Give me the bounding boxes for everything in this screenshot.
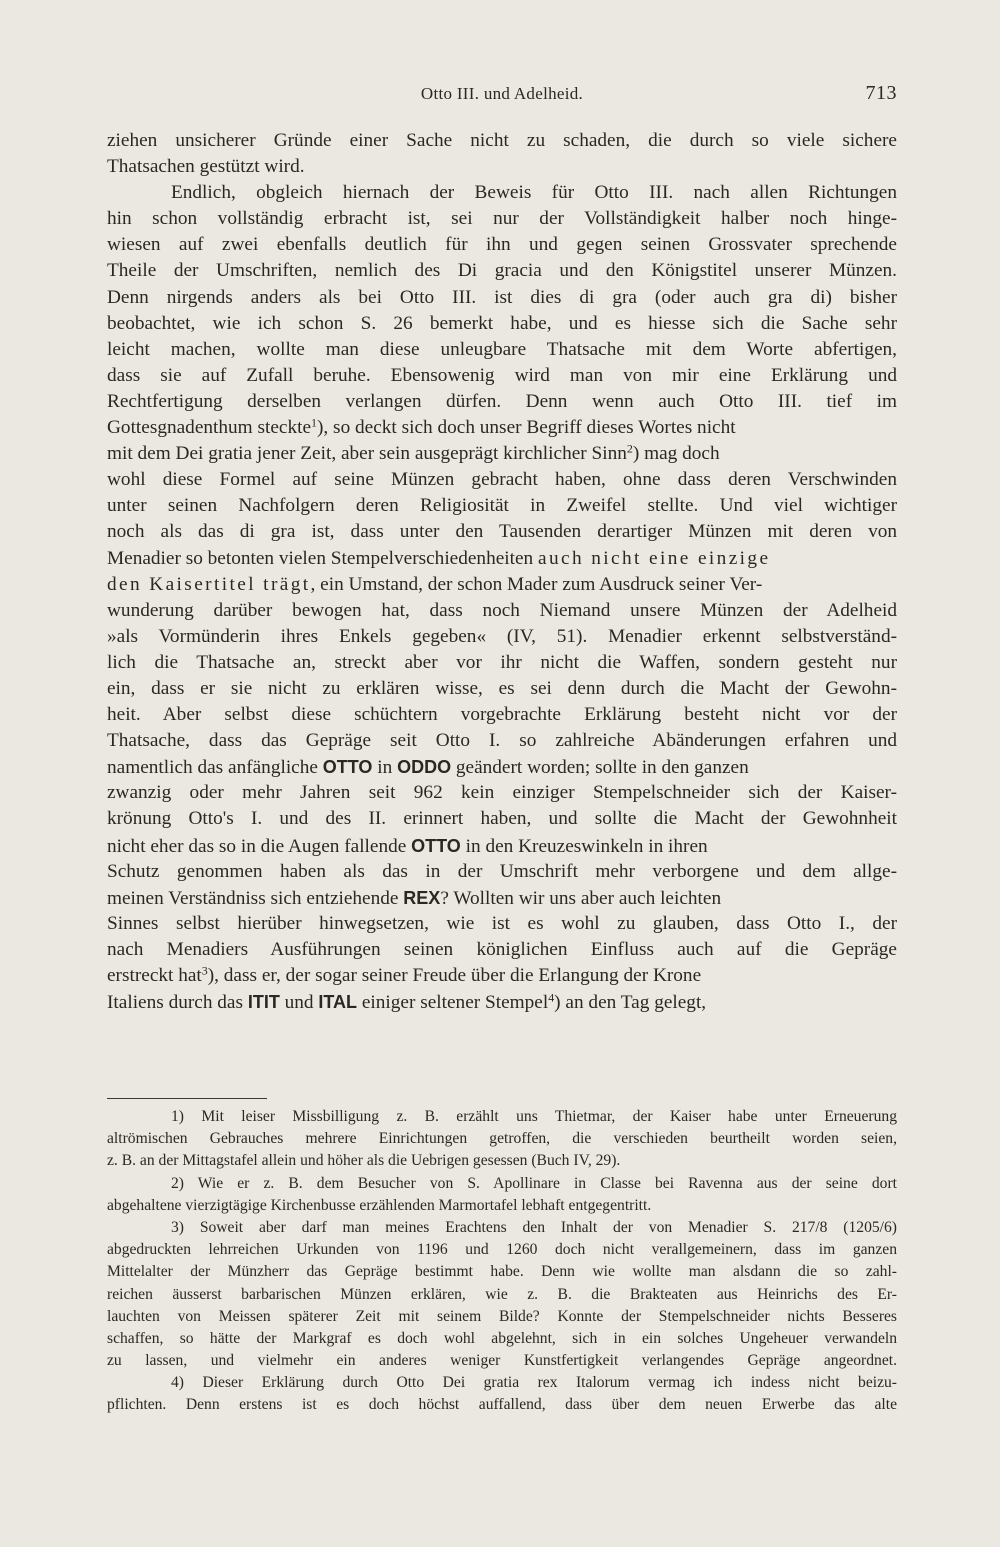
text-line: wunderung darüber bewogen hat, dass noch Niemand unsere Münzen der Adelheid bbox=[107, 599, 897, 621]
text-line: Thatsachen gestützt wird. bbox=[107, 156, 305, 178]
coin-legend: OTTO bbox=[411, 835, 461, 856]
text-line: dass sie auf Zufall beruhe. Ebensowenig wird man von mir eine Erklärung und bbox=[107, 364, 897, 386]
text-line: wiesen auf zwei ebenfalls deutlich für ihn und gegen seinen Grossvater sprechende bbox=[107, 234, 897, 256]
line-text: ? Wollten wir uns aber auch leichten bbox=[440, 887, 722, 909]
text-line: Denn nirgends anders als bei Otto III. ist dies di gra (oder auch gra di) bisher bbox=[107, 286, 897, 308]
main-text bbox=[107, 128, 897, 1015]
footnote-line: schaffen, so hätte der Markgraf es doch wohl abgelehnt, sich in ein solches Ungeheuer verwandeln bbox=[107, 1329, 897, 1347]
footnote-line: lauchten von Meissen späterer Zeit mit seinem Bilde? Konnte der Stempelschneider nichts Besseres bbox=[107, 1307, 897, 1325]
text-line: leicht machen, wollte man diese unleugbare Thatsache mit dem Worte abfertigen, bbox=[107, 338, 897, 360]
text-line: lich die Thatsache an, streckt aber vor ihr nicht die Waffen, sondern gesteht nur bbox=[107, 651, 897, 673]
coin-legend: ODDO bbox=[397, 757, 452, 778]
footnote-line: 4) Dieser Erklärung durch Otto Dei gratia rex Italorum vermag ich indess nicht beizu- bbox=[171, 1374, 897, 1392]
text-line: »als Vormünderin ihres Enkels gegeben« (IV, 51). Menadier erkennt selbstverständ- bbox=[107, 625, 897, 647]
line-text: erstreckt hat bbox=[107, 965, 202, 986]
text-line: krönung Otto's I. und des II. erinnert haben, und sollte die Macht der Gewohnheit bbox=[107, 808, 897, 830]
footnote-ref: 3 bbox=[201, 963, 208, 978]
text-line: Schutz genommen haben als das in der Umschrift mehr verborgene und dem allge- bbox=[107, 860, 897, 882]
line-text: , ein Umstand, der schon Mader zum Ausdruck seiner Ver- bbox=[310, 573, 763, 595]
text-line: hin schon vollständig erbracht ist, sei nur der Vollständigkeit halber noch hinge- bbox=[107, 208, 897, 230]
text-line: Theile der Umschriften, nemlich des Di gracia und den Königstitel unserer Münzen. bbox=[107, 260, 897, 282]
text-line bbox=[107, 989, 897, 1015]
footnote-line: 3) Soweit aber darf man meines Erachtens den Inhalt der von Menadier S. 217/8 (1205/6) bbox=[171, 1218, 897, 1236]
footnote-line: 2) Wie er z. B. dem Besucher von S. Apollinare in Classe bei Ravenna aus der seine dort bbox=[171, 1174, 897, 1192]
footnote-line: 1) Mit leiser Missbilligung z. B. erzählt uns Thietmar, der Kaiser habe unter Erneuerung bbox=[171, 1108, 897, 1125]
footnote-line: z. B. an der Mittagstafel allein und höher als die Uebrigen gesessen (Buch IV, 29). bbox=[107, 1152, 621, 1170]
line-text: einiger seltener Stempel bbox=[357, 992, 549, 1014]
coin-legend: ITAL bbox=[318, 992, 358, 1013]
page-number: 713 bbox=[865, 82, 897, 104]
footnote-line: zu lassen, und vielmehr ein anderes weniger Kunstfertigkeit verlangendes Gepräge angeordnet. bbox=[107, 1352, 897, 1370]
text-line: beobachtet, wie ich schon S. 26 bemerkt habe, und es hiesse sich die Sache sehr bbox=[107, 312, 897, 334]
text-line: nach Menadiers Ausführungen seinen königlichen Einfluss auch auf die Gepräge bbox=[107, 938, 897, 960]
line-text: ) an den Tag gelegt, bbox=[554, 992, 707, 1014]
text-line: noch als das di gra ist, dass unter den Tausenden derartiger Münzen mit deren von bbox=[107, 521, 897, 543]
text-line: ein, dass er sie nicht zu erklären wisse, es sei denn durch die Macht der Gewohn- bbox=[107, 677, 897, 699]
text-line: Sinnes selbst hierüber hinwegsetzen, wie ist es wohl zu glauben, dass Otto I., der bbox=[107, 912, 897, 934]
line-text: in den Kreuzeswinkeln in ihren bbox=[460, 835, 708, 857]
footnote-line: Mittelalter der Münzherr das Gepräge bestimmt habe. Denn wie wollte man alsdann die so zahl- bbox=[107, 1263, 897, 1281]
text-line: Thatsache, dass das Gepräge seit Otto I. so zahlreiche Abänderungen erfahren und bbox=[107, 730, 897, 752]
footnotes bbox=[107, 1106, 897, 1417]
text-line bbox=[107, 963, 897, 989]
page-header bbox=[107, 82, 897, 106]
emphasized-text: auch nicht eine einzige bbox=[538, 547, 771, 569]
coin-legend: REX bbox=[403, 887, 441, 908]
text-line bbox=[107, 885, 897, 911]
line-text: mit dem Dei gratia jener Zeit, aber sein ausgeprägt kirchlicher Sinn bbox=[107, 443, 627, 465]
line-text: namentlich das anfängliche bbox=[107, 757, 318, 779]
text-line: Endlich, obgleich hiernach der Beweis für Otto III. nach allen Richtungen bbox=[171, 182, 897, 204]
text-line bbox=[107, 833, 897, 859]
footnote-ref: 1 bbox=[311, 415, 317, 430]
footnote-line: altrömischen Gebrauches mehrere Einrichtungen getroffen, die verschieden beurtheilt worden seien, bbox=[107, 1130, 897, 1148]
line-text: Italiens durch das bbox=[107, 992, 243, 1014]
coin-legend: OTTO bbox=[322, 757, 373, 778]
line-text: in bbox=[372, 757, 398, 779]
footnote-line: abgedruckten lehrreichen Urkunden von 1196 und 1260 doch nicht verallgemeinern, dass im ganzen bbox=[107, 1241, 897, 1259]
text-line bbox=[107, 441, 897, 467]
text-line: zwanzig oder mehr Jahren seit 962 kein einziger Stempelschneider sich der Kaiser- bbox=[107, 782, 897, 804]
line-text: nicht eher das so in die Augen fallende bbox=[107, 835, 407, 857]
line-text: ) mag doch bbox=[632, 443, 720, 465]
running-title: Otto III. und Adelheid. bbox=[420, 84, 584, 103]
line-text: meinen Verständniss sich entziehende bbox=[107, 887, 399, 909]
text-line: ziehen unsicherer Gründe einer Sache nicht zu schaden, die durch so viele sichere bbox=[107, 130, 897, 151]
footnote-line: reichen äusserst barbarischen Münzen erklären, wie z. B. die Brakteaten aus Heinrichs des Er- bbox=[107, 1285, 897, 1303]
footnote-line: pflichten. Denn erstens ist es doch höchst auffallend, dass über dem neuen Erwerbe das alte bbox=[107, 1396, 897, 1414]
text-line bbox=[107, 754, 897, 780]
footnote-ref: 2 bbox=[626, 441, 633, 456]
line-text: ), so deckt sich doch unser Begriff dieses Wortes nicht bbox=[317, 417, 736, 439]
text-line: wohl diese Formel auf seine Münzen gebracht haben, ohne dass deren Verschwinden bbox=[107, 469, 897, 491]
text-line: unter seinen Nachfolgern deren Religiosität in Zweifel stellte. Und viel wichtiger bbox=[107, 495, 897, 517]
line-text: Menadier so betonten vielen Stempelverschiedenheiten bbox=[107, 547, 534, 569]
text-line bbox=[107, 572, 897, 598]
footnote-line: abgehaltene vierzigtägige Kirchenbusse erzählenden Marmortafel lebhaft entgegentritt. bbox=[107, 1196, 652, 1214]
text-line: Rechtfertigung derselben verlangen dürfen. Denn wenn auch Otto III. tief im bbox=[107, 390, 897, 412]
text-line bbox=[107, 415, 897, 441]
emphasized-text: den Kaisertitel trägt bbox=[107, 573, 311, 595]
coin-legend: ITIT bbox=[247, 992, 280, 1013]
text-line bbox=[107, 546, 897, 572]
line-text: Gottesgnadenthum steckte bbox=[107, 417, 312, 439]
line-text: ), dass er, der sogar seiner Freude über die Erlangung der Krone bbox=[207, 965, 702, 986]
footnote-divider bbox=[107, 1098, 267, 1099]
footnote-ref: 4 bbox=[548, 990, 555, 1005]
line-text: geändert worden; sollte in den ganzen bbox=[451, 757, 749, 779]
text-line: heit. Aber selbst diese schüchtern vorgebrachte Erklärung besteht nicht vor der bbox=[107, 704, 897, 726]
line-text: und bbox=[279, 992, 319, 1014]
